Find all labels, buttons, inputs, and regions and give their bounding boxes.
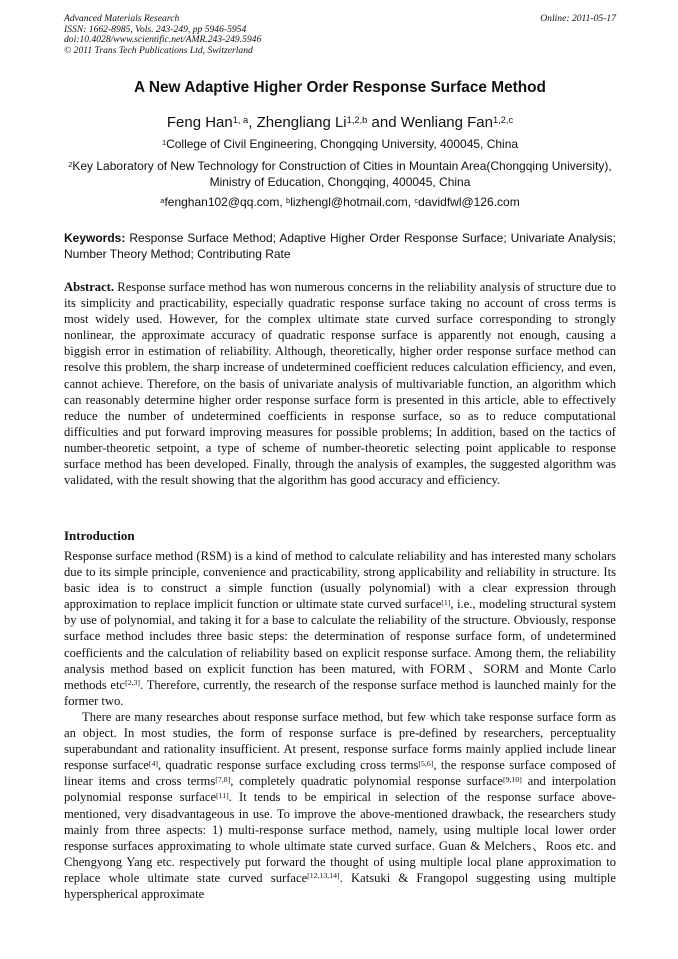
paper-title: A New Adaptive Higher Order Response Surface Method [134, 79, 546, 96]
affiliation-text: Key Laboratory of New Technology for Construction of Cities in Mountain Area(Chongqing University), Ministry of Education, Chongqing, 400045, China [72, 159, 612, 189]
paragraph [64, 709, 616, 902]
author-superscript: 1,2,c [493, 114, 514, 125]
abstract-label: Abstract. [64, 280, 115, 294]
citation: [7,8] [215, 774, 231, 784]
paragraph [64, 548, 616, 709]
text-run: and interpolation polynomial response surface [64, 774, 617, 805]
text-run: There are many researches about response surface method, but few which take response surface form as an object. In most studies, the form of response surface is pre-defined by researchers, perceptuality superabundant and rationality insufficient. At present, response surface forms mainly applied include linear response surface [64, 709, 616, 773]
affiliation-1 [64, 137, 616, 153]
affiliation-2 [64, 159, 616, 190]
citation: [12,13,14] [307, 871, 340, 881]
author-name: Feng Han [166, 114, 233, 131]
text-run: , i.e., modeling structural system by use of polynomial, and taking it for a base to calculate the reliability of the structure. Obviously, response surface method includes three basic steps: the determination of response surface form, of undetermined coefficients and the calculation of reliability based on explicit response surface. Among them, the reliability analysis method based on explicit function has been matured, with FORM、SORM and Monte Carlo methods etc [64, 597, 617, 692]
citation: [5,6] [418, 758, 434, 768]
email-text: fenghan102@qq.com, [164, 195, 287, 209]
abstract-text: Response surface method has won numerous concerns in the reliability analysis of structure due to its simplicity and practicability, especially quadratic response surface taking no account of cross terms is most widely used. However, for the complex ultimate state curved surface corresponding to strongly nonlinear, the approximate accuracy of quadratic response surface is apparently not enough, causing a biggish error in estimation of reliability. Although, theoretically, higher order response surface method can resolve this problem, the sharp increase of undetermined coefficient reduces calculation efficiency, and even, cannot achieve. Therefore, on the basis of univariate analysis of multivariable function, an algorithm which can reasonably determine higher order response surface form is presented in this article, able to effectively reduce the number of undetermined coefficients in response surface, so as to reduce computational difficulties and put forward improving measures for possible problems; In addition, based on the tactics of number-theoretic setpoint, a type of scheme of number-theoretic selecting point applicable to response surface method has been developed. Finally, through the analysis of examples, the suggested algorithm was validated, with the result showing that the algorithm has good accuracy and efficiency. [64, 280, 616, 488]
citation: [2,3] [125, 678, 141, 688]
email-text: lizhengl@hotmail.com, [290, 195, 415, 209]
affiliation-superscript: 2 [68, 159, 73, 169]
affiliation-superscript: 1 [161, 137, 167, 147]
author-name: Zhengliang Li [256, 114, 347, 131]
keywords-section [64, 231, 616, 262]
email-text: davidfwl@126.com [418, 195, 520, 209]
email-superscript: b [286, 195, 291, 205]
section-heading-introduction: Introduction [64, 528, 135, 543]
author-superscript: 1, a [232, 114, 249, 125]
email-superscript: a [160, 195, 165, 205]
abstract-section [64, 279, 616, 488]
affiliation-text: College of Civil Engineering, Chongqing University, 400045, China [166, 137, 519, 151]
citation: [11] [216, 790, 229, 800]
keywords-label: Keywords: [64, 231, 126, 245]
copyright-line: © 2011 Trans Tech Publications Ltd, Switzerland [64, 44, 253, 56]
author-separator: , [248, 114, 257, 131]
issn-line: ISSN: 1662-8985, Vols. 243-249, pp 5946-5954 [64, 23, 247, 35]
text-run: . Katsuki & Frangopol suggesting using multiple hyperspherical approximate [64, 870, 616, 901]
text-run: Response surface method (RSM) is a kind of method to calculate reliability and has interested many scholars due to its simple principle, convenience and practicability, strong applicability and reliability in structure. Its basic idea is to construct a simple function (usually polynomial) with a clear expression through approximation to replace implicit function or ultimate state curved surface [64, 549, 616, 612]
author-separator: and [367, 114, 401, 131]
keywords-text: Response Surface Method; Adaptive Higher Order Response Surface; Univariate Analysis; Number Theory Method; Contributing Rate [64, 231, 616, 261]
author-emails [64, 194, 616, 210]
author-list [64, 114, 616, 132]
citation: [4] [148, 758, 158, 768]
author-superscript: 1,2,b [346, 114, 368, 125]
doi-line: doi:10.4028/www.scientific.net/AMR.243-249.5946 [64, 34, 262, 46]
text-run: . It tends to be empirical in selection of the response surface above-mentioned, very disadvantageous in use. To improve the above-mentioned drawback, the researchers study mainly from three aspects: 1) multi-response surface method, namely, using multiple local lower order response surfaces approximating to whole ultimate state curved surface. Guan & Melchers、Roos etc. and Chengyong Yang etc. respectively put forward the thought of using multiple local plane approximation to replace whole ultimate state curved surface [64, 790, 616, 885]
citation: [9,10] [503, 774, 522, 784]
introduction-body [64, 548, 616, 902]
online-date: Online: 2011-05-17 [540, 13, 616, 24]
text-run: , the response surface composed of linear items and cross terms [64, 758, 616, 789]
journal-name: Advanced Materials Research [64, 13, 180, 24]
citation: [1] [441, 597, 451, 607]
text-run: , quadratic response surface excluding cross terms [157, 758, 419, 773]
text-run: , completely quadratic polynomial response surface [230, 774, 503, 789]
publication-header [64, 14, 616, 56]
author-name: Wenliang Fan [400, 114, 493, 131]
email-superscript: c [414, 195, 419, 205]
text-run: . Therefore, currently, the research of the response surface method is launched mainly for the former two. [64, 677, 617, 708]
